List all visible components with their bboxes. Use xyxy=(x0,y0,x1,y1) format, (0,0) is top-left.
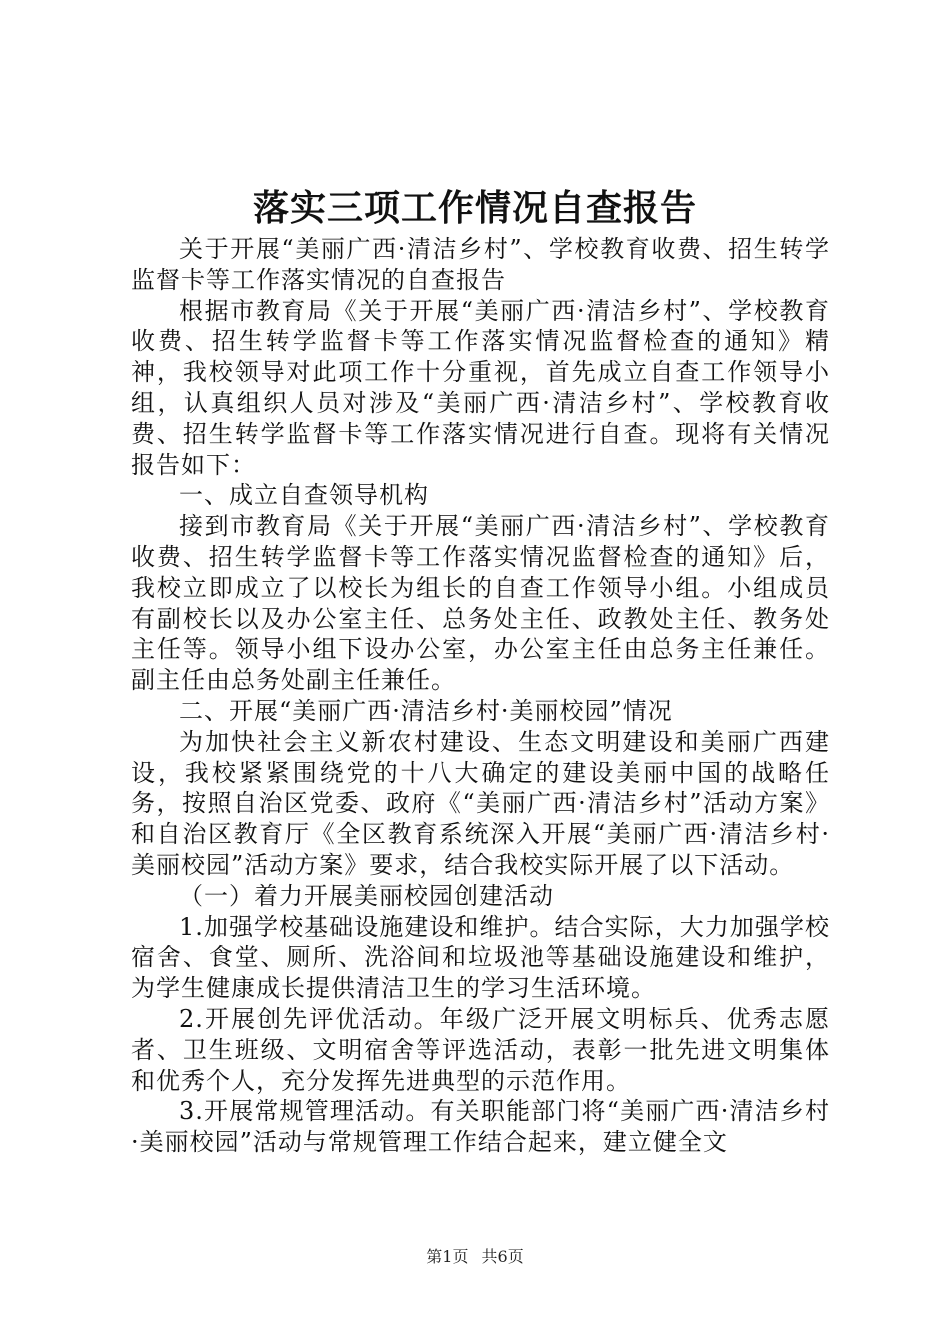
document-body xyxy=(131,234,830,1158)
list-item-3: 3.开展常规管理活动。有关职能部门将“美丽广西·清洁乡村·美丽校园”活动与常规管理工作结合起来，建立健全文 xyxy=(131,1097,830,1157)
paragraph-intro: 根据市教育局《关于开展“美丽广西·清洁乡村”、学校教育收费、招生转学监督卡等工作落实情况监督检查的通知》精神，我校领导对此项工作十分重视，首先成立自查工作领导小组，认真组织人员对涉及“美丽广西·清洁乡村”、学校教育收费、招生转学监督卡等工作落实情况进行自查。现将有关情况报告如下： xyxy=(131,296,830,479)
document-title: 落实三项工作情况自查报告 xyxy=(252,187,697,229)
paragraph-report-subject: 关于开展“美丽广西·清洁乡村”、学校教育收费、招生转学监督卡等工作落实情况的自查报告 xyxy=(131,235,830,294)
subsection-heading-1: （一）着力开展美丽校园创建活动 xyxy=(179,881,554,910)
paragraph-section-2: 为加快社会主义新农村建设、生态文明建设和美丽广西建设，我校紧紧围绕党的十八大确定的建设美丽中国的战略任务，按照自治区党委、政府《“美丽广西·清洁乡村”活动方案》和自治区教育厅《全区教育系统深入开展“美丽广西·清洁乡村·美丽校园”活动方案》要求，结合我校实际开展了以下活动。 xyxy=(131,727,830,879)
page-number: 第1页 xyxy=(426,1247,469,1266)
section-heading-2: 二、开展“美丽广西·清洁乡村·美丽校园”情况 xyxy=(179,696,673,725)
section-heading-1: 一、成立自查领导机构 xyxy=(179,481,429,510)
list-item-2: 2.开展创先评优活动。年级广泛开展文明标兵、优秀志愿者、卫生班级、文明宿舍等评选活动，表彰一批先进文明集体和优秀个人，充分发挥先进典型的示范作用。 xyxy=(131,1004,830,1095)
list-item-1: 1.加强学校基础设施建设和维护。结合实际，大力加强学校宿舍、食堂、厕所、洗浴间和垃圾池等基础设施建设和维护，为学生健康成长提供清洁卫生的学习生活环境。 xyxy=(131,912,830,1003)
paragraph-section-1: 接到市教育局《关于开展“美丽广西·清洁乡村”、学校教育收费、招生转学监督卡等工作落实情况监督检查的通知》后，我校立即成立了以校长为组长的自查工作领导小组。小组成员有副校长以及办公室主任、总务处主任、政教处主任、教务处主任等。领导小组下设办公室，办公室主任由总务主任兼任。副主任由总务处副主任兼任。 xyxy=(131,512,830,695)
page-footer xyxy=(0,1246,950,1268)
page-total: 共6页 xyxy=(481,1247,524,1266)
